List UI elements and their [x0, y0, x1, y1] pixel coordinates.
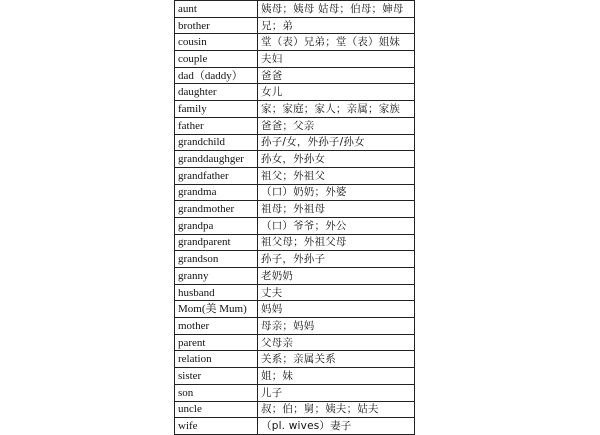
chinese-meaning-cell: 兄；弟 [258, 17, 415, 34]
vocabulary-sheet [174, 0, 600, 433]
chinese-meaning-cell: 夫妇 [258, 51, 415, 68]
english-word-cell: grandma [175, 184, 258, 201]
table-row [175, 418, 415, 435]
english-word-cell: couple [175, 51, 258, 68]
chinese-meaning-cell: 女儿 [258, 84, 415, 101]
english-word-cell: grandpa [175, 217, 258, 234]
english-word-cell: wife [175, 418, 258, 435]
table-row [175, 318, 415, 335]
table-row [175, 301, 415, 318]
chinese-meaning-cell: 堂（表）兄弟；堂（表）姐妹 [258, 34, 415, 51]
table-row [175, 268, 415, 285]
chinese-meaning-cell: 姨母；姨母 姑母；伯母；婶母 [258, 1, 415, 18]
english-word-cell: cousin [175, 34, 258, 51]
table-row [175, 251, 415, 268]
table-row [175, 134, 415, 151]
chinese-meaning-cell: （口）爷爷；外公 [258, 217, 415, 234]
english-word-cell: granddaughger [175, 151, 258, 168]
chinese-meaning-cell: 孙女，外孙女 [258, 151, 415, 168]
chinese-meaning-cell: 孙子，外孙子 [258, 251, 415, 268]
chinese-meaning-cell: 孙子/女，外孙子/孙女 [258, 134, 415, 151]
english-word-cell: grandmother [175, 201, 258, 218]
table-row [175, 84, 415, 101]
vocabulary-table-body [175, 1, 415, 435]
table-row [175, 67, 415, 84]
table-row [175, 384, 415, 401]
english-word-cell: dad（daddy） [175, 67, 258, 84]
table-row [175, 101, 415, 118]
table-row [175, 284, 415, 301]
table-row [175, 167, 415, 184]
chinese-meaning-cell: 老奶奶 [258, 268, 415, 285]
table-row [175, 351, 415, 368]
chinese-meaning-cell: 妈妈 [258, 301, 415, 318]
table-row [175, 51, 415, 68]
english-word-cell: brother [175, 17, 258, 34]
english-word-cell: family [175, 101, 258, 118]
chinese-meaning-cell: 母亲；妈妈 [258, 318, 415, 335]
table-row [175, 151, 415, 168]
english-word-cell: Mom(美 Mum) [175, 301, 258, 318]
chinese-meaning-cell: 爸爸；父亲 [258, 117, 415, 134]
table-row [175, 184, 415, 201]
chinese-meaning-cell: （口）奶奶；外婆 [258, 184, 415, 201]
table-row [175, 34, 415, 51]
english-word-cell: uncle [175, 401, 258, 418]
chinese-meaning-cell: 儿子 [258, 384, 415, 401]
chinese-meaning-cell: （pl. wives）妻子 [258, 418, 415, 435]
english-word-cell: husband [175, 284, 258, 301]
english-word-cell: daughter [175, 84, 258, 101]
chinese-meaning-cell: 父母亲 [258, 334, 415, 351]
table-row [175, 1, 415, 18]
english-word-cell: mother [175, 318, 258, 335]
table-row [175, 368, 415, 385]
chinese-meaning-cell: 祖母；外祖母 [258, 201, 415, 218]
english-word-cell: grandparent [175, 234, 258, 251]
english-word-cell: grandson [175, 251, 258, 268]
table-row [175, 201, 415, 218]
english-word-cell: aunt [175, 1, 258, 18]
english-word-cell: granny [175, 268, 258, 285]
chinese-meaning-cell: 祖父；外祖父 [258, 167, 415, 184]
table-row [175, 17, 415, 34]
chinese-meaning-cell: 爸爸 [258, 67, 415, 84]
english-word-cell: grandchild [175, 134, 258, 151]
chinese-meaning-cell: 家；家庭；家人；亲属；家族 [258, 101, 415, 118]
english-word-cell: relation [175, 351, 258, 368]
chinese-meaning-cell: 祖父母；外祖父母 [258, 234, 415, 251]
english-word-cell: father [175, 117, 258, 134]
family-vocabulary-table [174, 0, 415, 435]
table-row [175, 234, 415, 251]
table-row [175, 217, 415, 234]
chinese-meaning-cell: 关系；亲属关系 [258, 351, 415, 368]
table-row [175, 401, 415, 418]
chinese-meaning-cell: 姐；妹 [258, 368, 415, 385]
english-word-cell: son [175, 384, 258, 401]
table-row [175, 334, 415, 351]
table-row [175, 117, 415, 134]
english-word-cell: parent [175, 334, 258, 351]
english-word-cell: sister [175, 368, 258, 385]
chinese-meaning-cell: 丈夫 [258, 284, 415, 301]
english-word-cell: grandfather [175, 167, 258, 184]
chinese-meaning-cell: 叔；伯；舅；姨夫；姑夫 [258, 401, 415, 418]
